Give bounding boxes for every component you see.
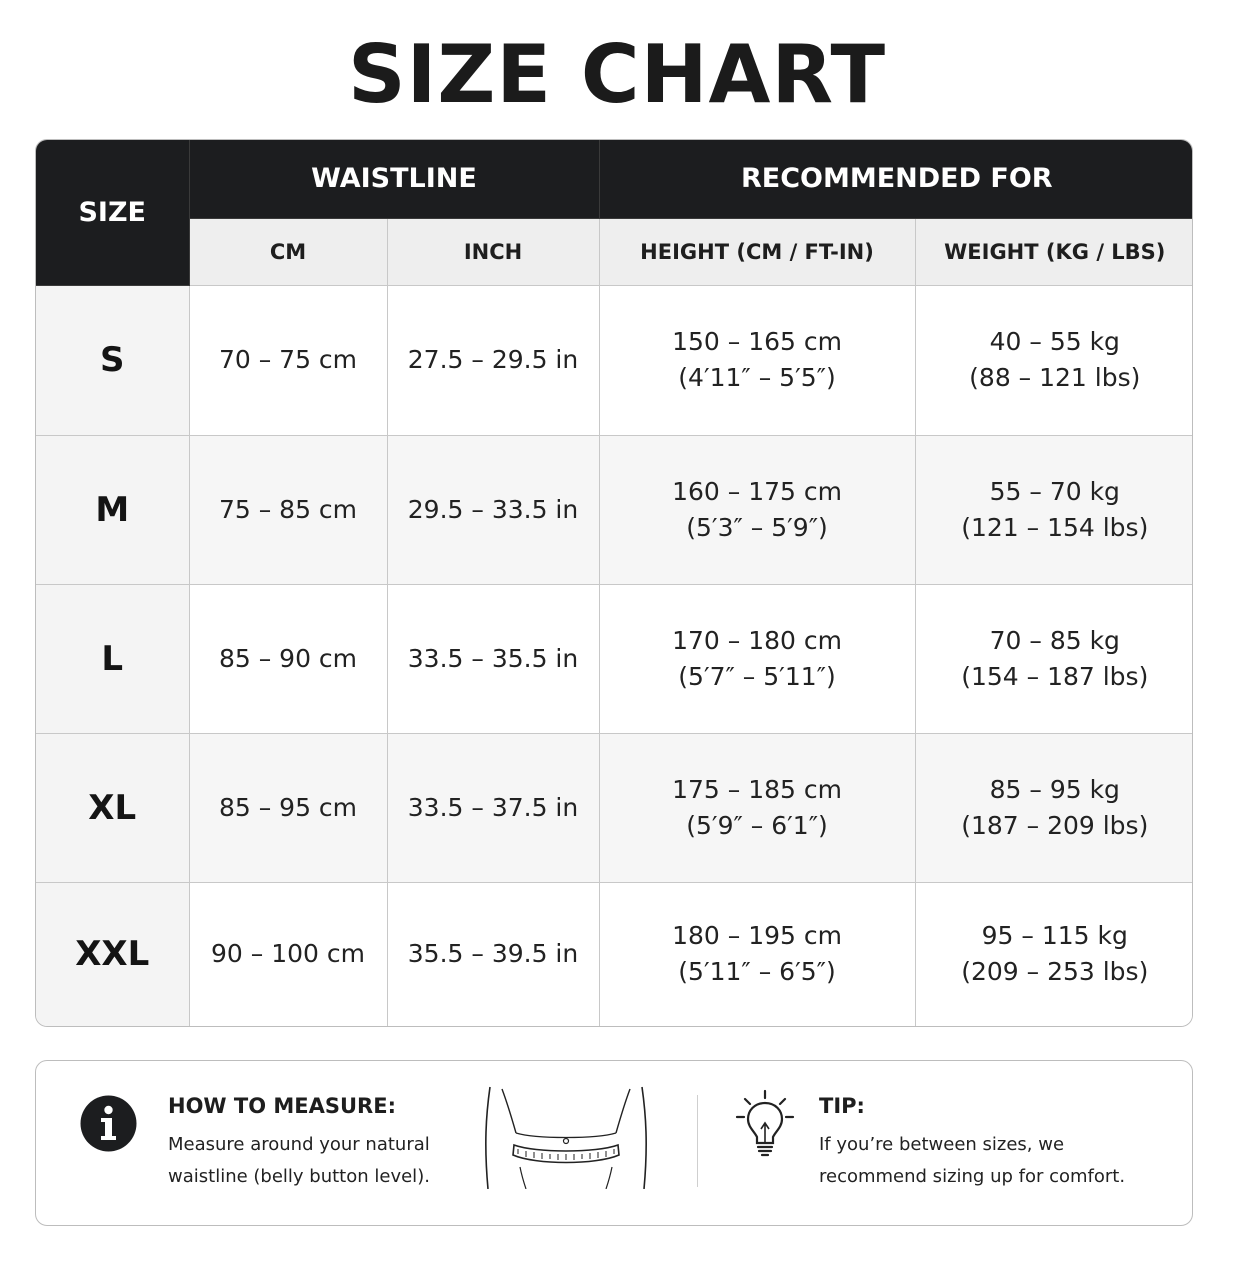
weight-cell — [915, 285, 1193, 435]
weight-lbs: (154 – 187 lbs) — [961, 661, 1149, 691]
weight-kg: 40 – 55 kg — [989, 327, 1120, 356]
weight-lbs: (121 – 154 lbs) — [961, 512, 1149, 542]
lightbulb-icon — [733, 1089, 797, 1161]
height-ft: (5′7″ – 5′11″) — [678, 661, 836, 691]
size-label: M — [36, 435, 189, 584]
weight-cell — [915, 882, 1193, 1026]
height-cell — [599, 285, 915, 435]
weight-lbs: (88 – 121 lbs) — [969, 363, 1141, 392]
how-to-measure-title: HOW TO MEASURE: — [168, 1094, 396, 1118]
size-chart-table — [35, 139, 1193, 1027]
weight-lbs: (209 – 253 lbs) — [961, 957, 1149, 987]
weight-cell — [915, 435, 1193, 584]
height-cell — [599, 733, 915, 882]
height-cell — [599, 584, 915, 733]
height-cm: 170 – 180 cm — [672, 625, 842, 655]
waist-cm: 75 – 85 cm — [189, 435, 387, 584]
header-inch: INCH — [387, 218, 599, 285]
how-to-measure-text: Measure around your natural waistline (belly button level). — [168, 1134, 430, 1187]
header-size: SIZE — [36, 140, 189, 285]
height-cell — [599, 435, 915, 584]
header-height: HEIGHT (CM / FT-IN) — [599, 218, 915, 285]
height-cm: 180 – 195 cm — [672, 921, 842, 951]
header-weight: WEIGHT (KG / LBS) — [915, 218, 1193, 285]
size-table-grid — [36, 140, 1193, 1026]
tip-text: If you’re between sizes, we recommend sizing up for comfort. — [819, 1134, 1126, 1187]
waist-inch: 33.5 – 37.5 in — [387, 733, 599, 882]
waist-inch: 29.5 – 33.5 in — [387, 435, 599, 584]
weight-kg: 55 – 70 kg — [989, 476, 1120, 506]
info-panel — [35, 1060, 1193, 1226]
waist-cm: 70 – 75 cm — [189, 285, 387, 435]
waist-inch: 27.5 – 29.5 in — [387, 285, 599, 435]
height-ft: (4′11″ – 5′5″) — [678, 363, 836, 392]
height-cell — [599, 882, 915, 1026]
table-row — [36, 584, 1193, 733]
table-row — [36, 733, 1193, 882]
weight-kg: 70 – 85 kg — [989, 625, 1120, 655]
size-label: S — [36, 285, 189, 435]
divider — [697, 1095, 698, 1187]
size-label: XXL — [36, 882, 189, 1026]
tip-title: TIP: — [819, 1094, 865, 1118]
weight-lbs: (187 – 209 lbs) — [961, 810, 1149, 840]
waist-cm: 85 – 95 cm — [189, 733, 387, 882]
waist-cm: 90 – 100 cm — [189, 882, 387, 1026]
height-cm: 160 – 175 cm — [672, 476, 842, 506]
table-row — [36, 435, 1193, 584]
info-icon — [80, 1095, 137, 1152]
table-row — [36, 285, 1193, 435]
table-row — [36, 882, 1193, 1026]
waist-inch: 33.5 – 35.5 in — [387, 584, 599, 733]
weight-kg: 95 – 115 kg — [981, 921, 1128, 951]
size-label: XL — [36, 733, 189, 882]
waist-measuring-tape-icon — [476, 1085, 656, 1189]
size-label: L — [36, 584, 189, 733]
waist-cm: 85 – 90 cm — [189, 584, 387, 733]
waist-inch: 35.5 – 39.5 in — [387, 882, 599, 1026]
weight-cell — [915, 584, 1193, 733]
height-cm: 150 – 165 cm — [672, 327, 842, 356]
height-ft: (5′3″ – 5′9″) — [686, 512, 828, 542]
weight-cell — [915, 733, 1193, 882]
weight-kg: 85 – 95 kg — [989, 774, 1120, 804]
page-title: SIZE CHART — [347, 28, 887, 121]
height-cm: 175 – 185 cm — [672, 774, 842, 804]
height-ft: (5′9″ – 6′1″) — [686, 810, 828, 840]
height-ft: (5′11″ – 6′5″) — [678, 957, 836, 987]
header-waistline: WAISTLINE — [189, 140, 599, 218]
header-cm: CM — [189, 218, 387, 285]
header-recommended: RECOMMENDED FOR — [599, 140, 1193, 218]
